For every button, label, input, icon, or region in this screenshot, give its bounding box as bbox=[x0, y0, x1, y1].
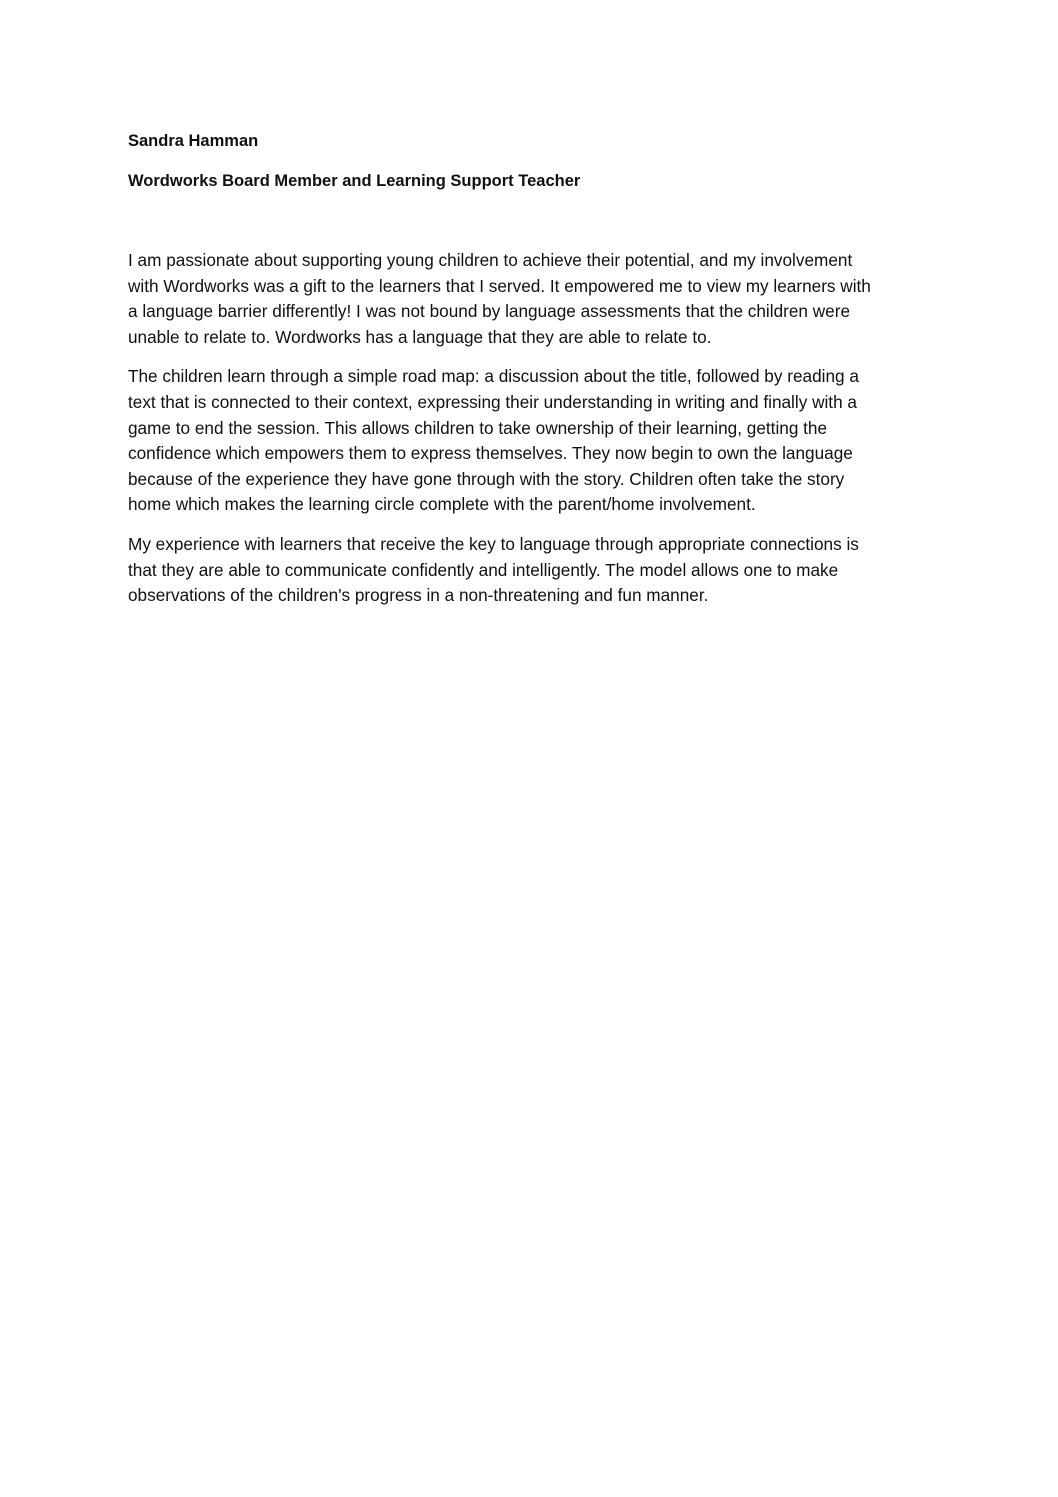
paragraph bbox=[128, 364, 928, 518]
author-role: Wordworks Board Member and Learning Support Teacher bbox=[128, 172, 581, 190]
paragraph-line: that they are able to communicate confidently and intelligently. The model allows one to make bbox=[128, 559, 839, 580]
paragraph-line: because of the experience they have gone through with the story. Children often take the story bbox=[128, 468, 845, 489]
paragraph-line: confidence which empowers them to express themselves. They now begin to own the language bbox=[128, 443, 853, 464]
paragraph-line: I am passionate about supporting young children to achieve their potential, and my involvement bbox=[128, 250, 853, 270]
paragraph-line: game to end the session. This allows children to take ownership of their learning, getting the bbox=[128, 417, 828, 438]
paragraph-line: home which makes the learning circle complete with the parent/home involvement. bbox=[128, 494, 756, 515]
document-body bbox=[128, 128, 928, 623]
paragraph bbox=[128, 532, 928, 609]
paragraph-line: a language barrier differently! I was not bound by language assessments that the children were bbox=[128, 301, 851, 322]
paragraph-line: unable to relate to. Wordworks has a language that they are able to relate to. bbox=[128, 326, 712, 347]
paragraph-line: text that is connected to their context, expressing their understanding in writing and finally with a bbox=[128, 391, 857, 412]
paragraph-line: The children learn through a simple road map: a discussion about the title, followed by reading a bbox=[128, 366, 859, 387]
paragraph bbox=[128, 248, 928, 350]
paragraph-line: with Wordworks was a gift to the learners that I served. It empowered me to view my learners with bbox=[128, 275, 871, 296]
paragraph-line: My experience with learners that receive the key to language through appropriate connections is bbox=[128, 533, 859, 554]
paragraph-line: observations of the children's progress in a non-threatening and fun manner. bbox=[128, 585, 709, 606]
author-name: Sandra Hamman bbox=[128, 132, 259, 150]
